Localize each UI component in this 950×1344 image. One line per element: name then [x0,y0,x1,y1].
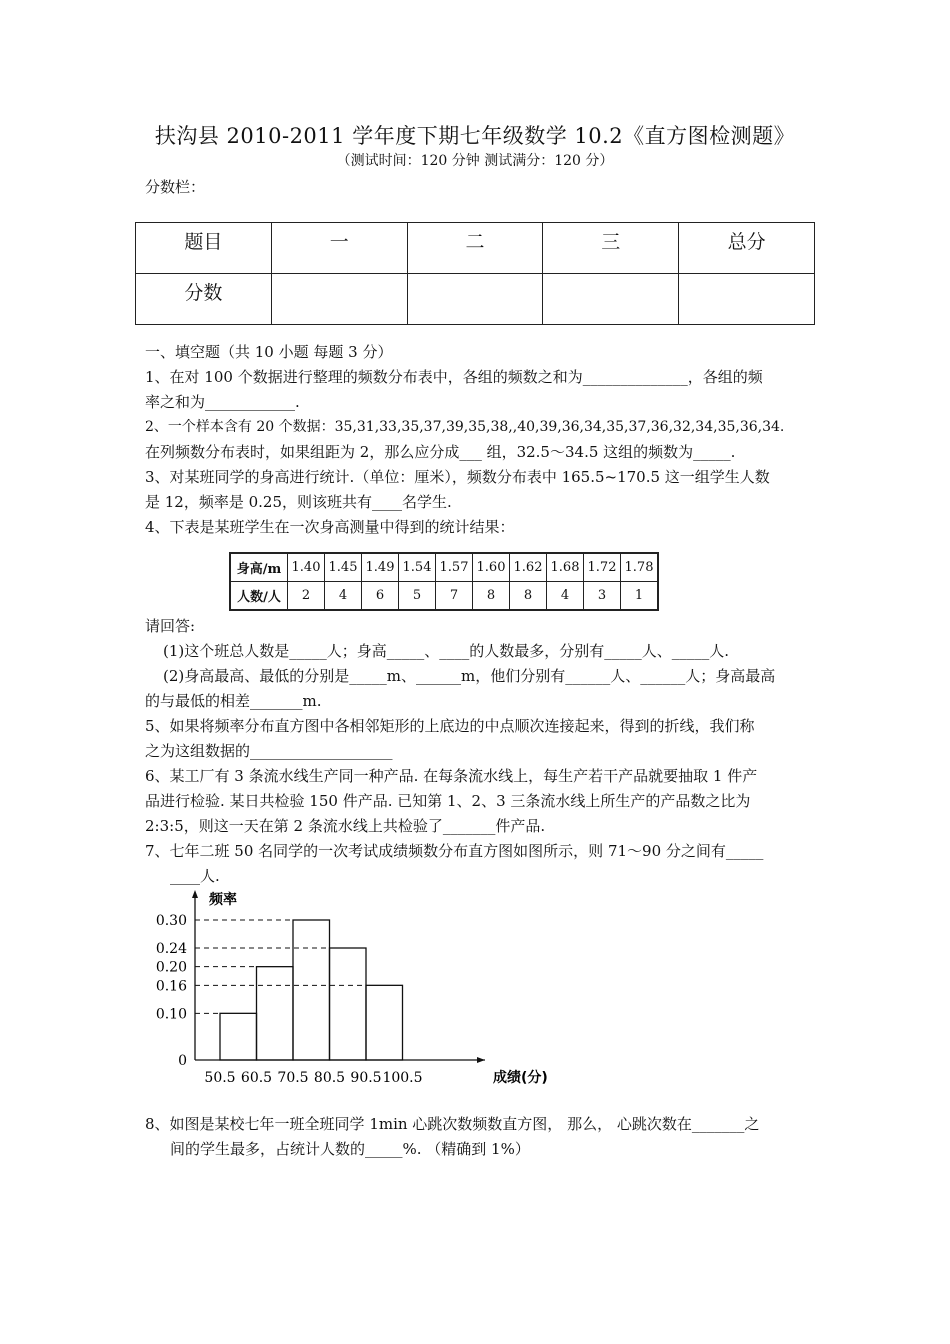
y-tick-label: 0.16 [155,978,187,995]
question-1-line-2: 率之和为____________. [145,393,300,411]
section-heading: 一、填空题（共 10 小题 每题 3 分） [145,343,393,361]
x-axis-title: 成绩(分) [493,1070,548,1086]
question-8-line-1: 8、如图是某校七年一班全班同学 1min 心跳次数频数直方图， 那么， 心跳次数在_______之 [145,1115,760,1133]
height-value: 1.54 [399,553,436,582]
y-tick-label: 0.24 [155,941,187,957]
question-3-line-1: 3、对某班同学的身高进行统计.（单位：厘米），频数分布表中 165.5~170.5 这一组学生人数 [145,468,770,486]
count-value: 3 [584,582,621,611]
x-tick-label: 50.5 [204,1070,236,1086]
height-row [230,553,658,582]
page-title: 扶沟县 2010-2011 学年度下期七年级数学 10.2《直方图检测题》 [154,124,796,148]
score-cell: 二 [407,223,543,274]
y-axis-arrow [192,890,198,898]
count-value: 5 [399,582,436,611]
question-6-line-3: 2:3:5，则这一天在第 2 条流水线上共检验了_______件产品. [145,817,546,835]
height-value: 1.57 [436,553,473,582]
question-4-part-2: (2)身高最高、最低的分别是_____m、______m，他们分别有______人、______人；身高最高 [163,667,776,685]
page-subtitle: （测试时间：120 分钟 测试满分：120 分） [336,153,614,169]
y-tick-label: 0.30 [155,913,187,929]
score-cell: 三 [543,223,679,274]
question-3-line-2: 是 12，频率是 0.25，则该班共有____名学生. [145,493,452,511]
question-7-line-2: ____人. [170,867,220,885]
count-value: 6 [362,582,399,611]
height-row-label: 身高/m [230,553,288,582]
question-5-line-1: 5、如果将频率分布直方图中各相邻矩形的上底边的中点顺次连接起来，得到的折线，我们称 [145,717,755,735]
question-2-line-1: 2、一个样本含有 20 个数据：35,31,33,35,37,39,35,38,,40,39,36,34,35,37,36,32,34,35,36,34. [145,419,785,435]
question-2-line-2: 在列频数分布表时，如果组距为 2，那么应分成___ 组，32.5～34.5 这组的频数为_____. [145,443,736,461]
histogram-bar [293,920,330,1060]
height-value: 1.68 [547,553,584,582]
question-4-reply: 请回答: [145,617,196,635]
score-cell [271,274,407,325]
x-tick-label: 70.5 [277,1070,309,1086]
count-value: 7 [436,582,473,611]
count-value: 4 [547,582,584,611]
histogram-bar [257,967,294,1060]
x-tick-label: 100.5 [382,1070,423,1086]
y-axis-title: 频率 [209,892,237,908]
count-value: 4 [325,582,362,611]
score-cell [543,274,679,325]
question-6-line-1: 6、某工厂有 3 条流水线生产同一种产品. 在每条流水线上，每生产若干产品就要抽取 1 件产 [145,767,758,785]
height-value: 1.45 [325,553,362,582]
score-cell: 一 [271,223,407,274]
score-cell: 分数 [136,274,272,325]
y-tick-label: 0 [178,1053,187,1069]
height-value: 1.60 [473,553,510,582]
score-cell [407,274,543,325]
question-4-line-1: 4、下表是某班学生在一次身高测量中得到的统计结果： [145,518,515,536]
x-tick-label: 90.5 [350,1070,382,1086]
score-cell: 题目 [136,223,272,274]
score-cell: 总分 [679,223,815,274]
histogram-bar [330,948,367,1060]
x-tick-label: 60.5 [240,1070,273,1086]
score-table-row [136,274,815,325]
frequency-histogram [140,888,548,1093]
height-value: 1.62 [510,553,547,582]
question-6-line-2: 品进行检验. 某日共检验 150 件产品. 已知第 1、2、3 三条流水线上所生产的产品数之比为 [145,792,751,810]
count-row [230,582,658,611]
score-table [135,222,815,325]
question-1-line-1: 1、在对 100 个数据进行整理的频数分布表中，各组的频数之和为______________，各组的频 [145,368,763,386]
x-tick-label: 80.5 [313,1070,346,1086]
count-value: 2 [288,582,325,611]
y-tick-label: 0.20 [155,959,187,976]
height-value: 1.49 [362,553,399,582]
histogram-bar [220,1013,257,1060]
question-5-line-2: 之为这组数据的___________________ [145,742,393,760]
question-4-part-2-cont: 的与最低的相差_______m. [145,692,322,710]
questions-block-middle [145,614,810,889]
count-value: 8 [473,582,510,611]
score-label: 分数栏： [145,178,206,196]
count-value: 8 [510,582,547,611]
count-row-label: 人数/人 [230,582,288,611]
x-axis-arrow [477,1057,485,1063]
question-8-line-2: 间的学生最多，占统计人数的_____%. （精确到 1%） [170,1140,530,1158]
y-tick-label: 0.10 [155,1006,187,1023]
score-table-row [136,223,815,274]
questions-block-top [145,340,810,540]
height-stats-table [229,552,659,611]
question-7-line-1: 7、七年二班 50 名同学的一次考试成绩频数分布直方图如图所示，则 71～90 分之间有_____ [145,842,764,860]
question-4-part-1: (1)这个班总人数是_____人；身高_____、____的人数最多，分别有_____人、_____人. [163,642,730,660]
count-value: 1 [621,582,659,611]
score-cell [679,274,815,325]
height-value: 1.40 [288,553,325,582]
height-value: 1.78 [621,553,659,582]
questions-block-bottom [145,1112,810,1162]
height-value: 1.72 [584,553,621,582]
histogram-bar [366,985,403,1060]
